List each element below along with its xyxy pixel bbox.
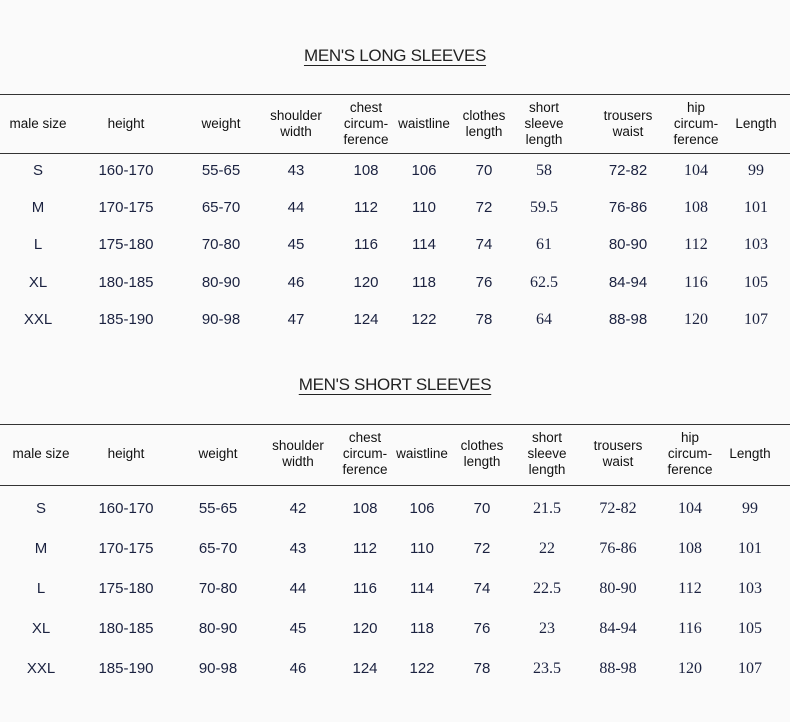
short-cell-r0-c7: 21.5 xyxy=(533,500,561,517)
short-cell-r1-c1: 170-175 xyxy=(98,540,154,557)
short-cell-r0-c8: 72-82 xyxy=(599,500,637,517)
long-cell-r2-c1: 175-180 xyxy=(98,236,154,253)
short-header-7: short sleeve length xyxy=(527,430,567,477)
short-cell-r1-c9: 108 xyxy=(678,540,702,557)
short-cell-r1-c0: M xyxy=(34,540,48,557)
short-cell-r0-c1: 160-170 xyxy=(98,500,154,517)
short-cell-r1-c5: 110 xyxy=(410,540,434,557)
long-cell-r1-c2: 65-70 xyxy=(201,199,241,216)
long-cell-r4-c2: 90-98 xyxy=(201,311,241,328)
short-cell-r2-c1: 175-180 xyxy=(98,580,154,597)
short-cell-r0-c2: 55-65 xyxy=(198,500,238,517)
long-sleeves-top-rule xyxy=(0,94,790,95)
long-header-5: waistline xyxy=(398,116,450,131)
long-cell-r2-c3: 45 xyxy=(287,236,305,253)
long-cell-r4-c0: XXL xyxy=(23,311,53,328)
long-cell-r3-c10: 105 xyxy=(744,274,768,291)
short-cell-r3-c3: 45 xyxy=(289,620,307,637)
short-header-6: clothes length xyxy=(460,438,504,469)
short-header-8: trousers waist xyxy=(593,438,643,469)
long-cell-r2-c2: 70-80 xyxy=(201,236,241,253)
long-cell-r0-c0: S xyxy=(32,162,44,179)
long-header-7: short sleeve length xyxy=(524,100,564,147)
short-cell-r4-c6: 78 xyxy=(473,660,491,677)
short-cell-r0-c3: 42 xyxy=(289,500,307,517)
short-cell-r3-c6: 76 xyxy=(473,620,491,637)
long-cell-r0-c7: 58 xyxy=(536,162,552,179)
short-sleeves-title: MEN'S SHORT SLEEVES xyxy=(298,375,492,394)
short-header-4: chest circum- ference xyxy=(342,430,388,477)
long-cell-r1-c7: 59.5 xyxy=(530,199,558,216)
short-cell-r2-c10: 103 xyxy=(738,580,762,597)
long-header-1: height xyxy=(107,116,145,131)
short-sleeves-header-rule xyxy=(0,485,790,486)
long-cell-r4-c8: 88-98 xyxy=(608,311,648,328)
long-cell-r3-c0: XL xyxy=(28,274,48,291)
short-header-5: waistline xyxy=(396,446,448,461)
short-header-9: hip circum- ference xyxy=(667,430,713,477)
long-header-3: shoulder width xyxy=(270,108,322,139)
short-header-2: weight xyxy=(198,446,238,461)
long-cell-r2-c5: 114 xyxy=(412,236,436,253)
short-cell-r4-c4: 124 xyxy=(352,660,378,677)
short-cell-r2-c7: 22.5 xyxy=(533,580,561,597)
short-cell-r2-c2: 70-80 xyxy=(198,580,238,597)
short-cell-r4-c8: 88-98 xyxy=(599,660,637,677)
short-cell-r3-c10: 105 xyxy=(738,620,762,637)
short-cell-r3-c2: 80-90 xyxy=(198,620,238,637)
long-cell-r1-c5: 110 xyxy=(412,199,436,216)
long-header-2: weight xyxy=(201,116,241,131)
long-cell-r3-c3: 46 xyxy=(287,274,305,291)
short-cell-r4-c2: 90-98 xyxy=(198,660,238,677)
long-header-4: chest circum- ference xyxy=(343,100,389,147)
short-cell-r4-c0: XXL xyxy=(26,660,56,677)
short-cell-r3-c4: 120 xyxy=(352,620,378,637)
short-sleeves-top-rule xyxy=(0,424,790,425)
short-cell-r3-c1: 180-185 xyxy=(98,620,154,637)
long-cell-r2-c6: 74 xyxy=(475,236,493,253)
long-cell-r0-c3: 43 xyxy=(287,162,305,179)
long-cell-r4-c1: 185-190 xyxy=(98,311,154,328)
long-header-8: trousers waist xyxy=(603,108,653,139)
long-cell-r1-c1: 170-175 xyxy=(98,199,154,216)
short-cell-r4-c9: 120 xyxy=(678,660,702,677)
long-cell-r1-c8: 76-86 xyxy=(608,199,648,216)
long-cell-r3-c7: 62.5 xyxy=(530,274,558,291)
long-cell-r1-c10: 101 xyxy=(744,199,768,216)
short-cell-r1-c7: 22 xyxy=(539,540,555,557)
long-cell-r2-c9: 112 xyxy=(684,236,708,253)
short-cell-r4-c7: 23.5 xyxy=(533,660,561,677)
long-cell-r2-c8: 80-90 xyxy=(608,236,648,253)
short-cell-r4-c5: 122 xyxy=(409,660,435,677)
short-header-3: shoulder width xyxy=(272,438,324,469)
long-cell-r4-c9: 120 xyxy=(684,311,708,328)
short-cell-r3-c8: 84-94 xyxy=(599,620,637,637)
short-cell-r2-c0: L xyxy=(36,580,46,597)
long-cell-r3-c1: 180-185 xyxy=(98,274,154,291)
long-cell-r4-c5: 122 xyxy=(411,311,437,328)
long-cell-r3-c4: 120 xyxy=(353,274,379,291)
short-cell-r1-c4: 112 xyxy=(353,540,377,557)
short-cell-r4-c10: 107 xyxy=(738,660,762,677)
short-header-10: Length xyxy=(729,446,771,461)
long-cell-r1-c9: 108 xyxy=(684,199,708,216)
short-cell-r0-c5: 106 xyxy=(409,500,435,517)
short-cell-r1-c10: 101 xyxy=(738,540,762,557)
long-header-9: hip circum- ference xyxy=(673,100,719,147)
long-cell-r3-c6: 76 xyxy=(475,274,493,291)
short-cell-r0-c0: S xyxy=(35,500,47,517)
long-cell-r0-c8: 72-82 xyxy=(608,162,648,179)
long-cell-r0-c10: 99 xyxy=(748,162,764,179)
short-cell-r4-c1: 185-190 xyxy=(98,660,154,677)
long-cell-r2-c0: L xyxy=(33,236,43,253)
short-cell-r2-c8: 80-90 xyxy=(599,580,637,597)
short-cell-r0-c4: 108 xyxy=(352,500,378,517)
long-sleeves-title: MEN'S LONG SLEEVES xyxy=(303,46,487,65)
short-cell-r2-c3: 44 xyxy=(289,580,307,597)
short-cell-r3-c0: XL xyxy=(31,620,51,637)
long-cell-r4-c3: 47 xyxy=(287,311,305,328)
long-cell-r0-c2: 55-65 xyxy=(201,162,241,179)
long-cell-r0-c5: 106 xyxy=(411,162,437,179)
long-cell-r3-c9: 116 xyxy=(684,274,708,291)
long-cell-r1-c6: 72 xyxy=(475,199,493,216)
long-cell-r1-c0: M xyxy=(31,199,45,216)
long-cell-r0-c6: 70 xyxy=(475,162,493,179)
long-cell-r0-c1: 160-170 xyxy=(98,162,154,179)
long-cell-r1-c4: 112 xyxy=(354,199,378,216)
long-cell-r3-c8: 84-94 xyxy=(608,274,648,291)
short-cell-r1-c6: 72 xyxy=(473,540,491,557)
long-cell-r4-c10: 107 xyxy=(744,311,768,328)
long-cell-r4-c7: 64 xyxy=(536,311,552,328)
short-cell-r2-c6: 74 xyxy=(473,580,491,597)
long-sleeves-header-rule xyxy=(0,153,790,154)
long-header-0: male size xyxy=(9,116,67,131)
long-cell-r0-c9: 104 xyxy=(684,162,708,179)
long-cell-r3-c5: 118 xyxy=(412,274,436,291)
long-cell-r2-c7: 61 xyxy=(536,236,552,253)
short-cell-r1-c8: 76-86 xyxy=(599,540,637,557)
short-cell-r4-c3: 46 xyxy=(289,660,307,677)
long-cell-r4-c6: 78 xyxy=(475,311,493,328)
short-cell-r3-c7: 23 xyxy=(539,620,555,637)
long-cell-r3-c2: 80-90 xyxy=(201,274,241,291)
short-header-0: male size xyxy=(12,446,70,461)
long-cell-r0-c4: 108 xyxy=(353,162,379,179)
short-cell-r2-c9: 112 xyxy=(678,580,702,597)
long-header-10: Length xyxy=(735,116,777,131)
short-cell-r0-c10: 99 xyxy=(742,500,758,517)
short-cell-r1-c2: 65-70 xyxy=(198,540,238,557)
short-cell-r2-c5: 114 xyxy=(410,580,434,597)
short-cell-r3-c5: 118 xyxy=(410,620,434,637)
long-header-6: clothes length xyxy=(462,108,506,139)
long-cell-r4-c4: 124 xyxy=(353,311,379,328)
short-cell-r0-c6: 70 xyxy=(473,500,491,517)
short-header-1: height xyxy=(107,446,145,461)
long-cell-r2-c4: 116 xyxy=(354,236,378,253)
short-cell-r1-c3: 43 xyxy=(289,540,307,557)
short-cell-r2-c4: 116 xyxy=(353,580,377,597)
long-cell-r2-c10: 103 xyxy=(744,236,768,253)
short-cell-r3-c9: 116 xyxy=(678,620,702,637)
long-cell-r1-c3: 44 xyxy=(287,199,305,216)
short-cell-r0-c9: 104 xyxy=(678,500,702,517)
